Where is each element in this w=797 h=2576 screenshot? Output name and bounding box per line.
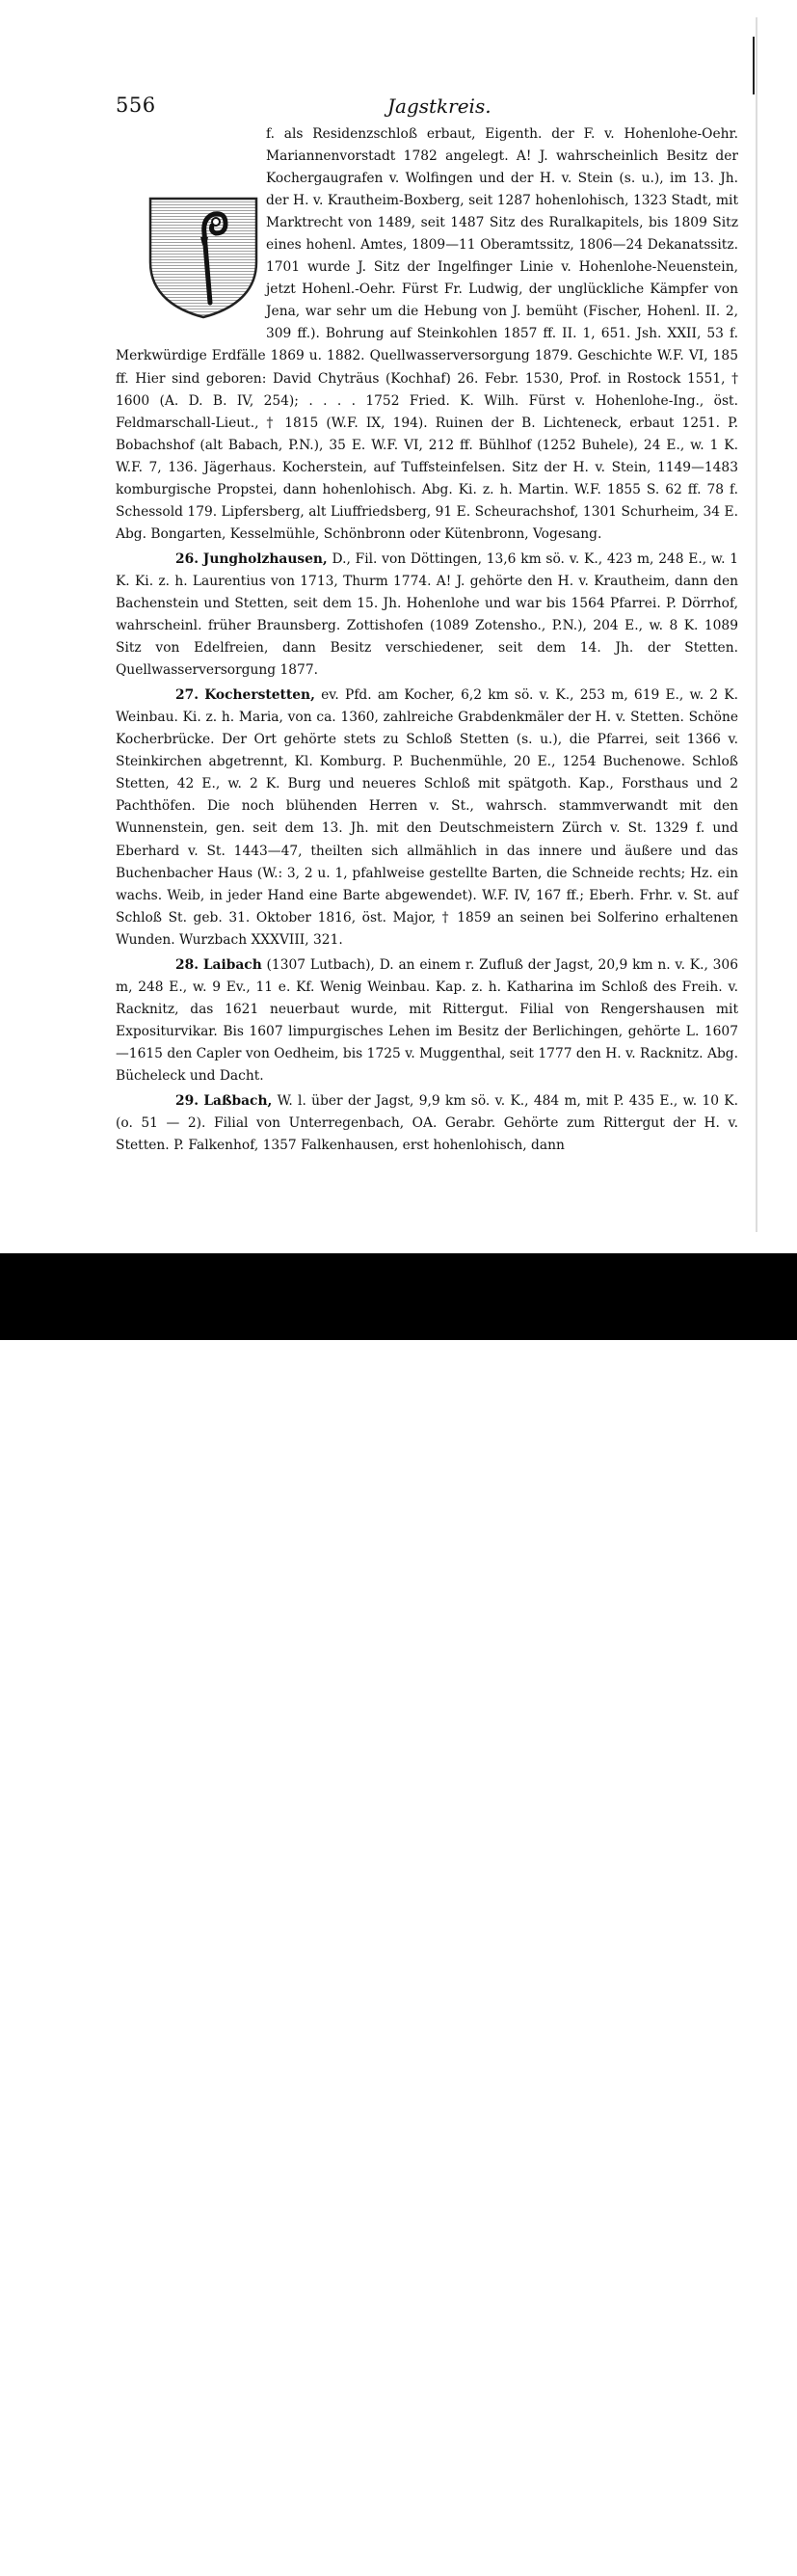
alamy-logo: alamy [19, 2517, 178, 2573]
stock-banner [0, 1253, 797, 2576]
running-head: Jagstkreis. [387, 94, 491, 118]
entry-name: Jungholzhausen, [202, 550, 328, 567]
intro-paragraph [116, 123, 738, 546]
binding-edge [756, 17, 757, 1232]
entry-text: ev. Pfd. am Kocher, 6,2 km sö. v. K., 253 m, 619 E., w. 2 K. Weinbau. Ki. z. h. Maria, von ca. 1360, zahlreiche Grabdenkmäler der H. v. Stetten. Schöne Kocherbrücke. Der Ort gehörte stets zu Schloß Stetten (s. u.), die Pfarrei, seit 1366 v. Steinkirchen abgetrennt, Kl. Komburg. P. Buchenmühle, 20 E., 1254 Buchenowe. Schloß Stetten, 42 E., w. 2 K. Burg und neueres Schloß mit spätgoth. Kap., Forsthaus und 2 Pachthöfen. Die noch blühenden Herren v. St., wahrsch. stammverwandt mit den Wunnenstein, gen. seit dem 13. Jh. mit den Deutschmeistern Zürch v. St. 1329 f. und Eberhard v. St. 1443—47, theilten sich allmählich in das innere und äußere und das Buchenbacher Haus (W.: 3, 2 u. 1, pfahlweise gestellte Barten, die Schneide rechts; Hz. ein wachs. Weib, in jeder Hand eine Barte abgewendet). W.F. IV, 167 ff.; Eberh. Frhr. v. St. auf Schloß St. geb. 31. Oktober 1816, öst. Major, † 1859 an seinen bei Solferino erhaltenen Wunden. Wurzbach XXXVIII, 321. [116, 687, 738, 948]
article-text [116, 123, 738, 1157]
entry-name: Laibach [202, 956, 262, 973]
binding-mark [753, 37, 755, 94]
entry-number: 27. [175, 687, 199, 704]
entry-name: Kocherstetten, [204, 687, 315, 704]
entry-28 [116, 954, 738, 1087]
crest-space [116, 123, 266, 324]
entry-text: D., Fil. von Döttingen, 13,6 km sö. v. K., 423 m, 248 E., w. 1 K. Ki. z. h. Laurentius von 1713, Thurm 1774. A! J. gehörte den H. v. Krautheim, dann den Bachenstein und Stetten, seit dem 15. Jh. Hohenlohe und war bis 1564 Pfarrei. P. Dörrhof, wahrscheinl. früher Braunsberg. Zottishofen (1089 Zotensho., P.N.), 204 E., w. 8 K. 1089 Sitz von Edelfreien, dann Besitz verschiedener, seit dem 14. Jh. der Stetten. Quellwasserversorgung 1877. [116, 550, 739, 679]
entry-text: W. l. über der Jagst, 9,9 km sö. v. K., 484 m, mit P. 435 E., w. 10 K. (o. 51 — 2). Filial von Unterregenbach, OA. Gerabr. Gehörte zum Rittergut der H. v. Stetten. P. Falkenhof, 1357 Falkenhausen, erst hohenlohisch, dann [116, 1093, 738, 1154]
intro-line-2: H. v. Stein (s. u.), im 13. Jh. der H. v. Krautheim-Boxberg, seit 1287 hohenlohisch, 1323 Stadt, mit Marktrecht von 1489, seit 1487 Sitz des Ruralkapitels, bis 1809 Sitz eines hohenl. Amtes, 1809—11 Oberamtssitz, 1806—24 Dekanatssitz. 1701 wurde J. Sitz der Ingelfinger Linie v. Hohenlohe-Neuenstein, jetzt Hohenl.-Oehr. Fürst Fr. Ludwig, der unglückliche Kämpfer von Jena, war sehr um die Hebung von J. bemüht (Fischer, Hohenl. II. 2, 309 ff.). Bohrung auf Steinkohlen 1857 ff. II. 1, 651. Jsh. XXII, 53 f. Merkwürdige Erdfälle 1869 u. 1882. Quellwasserversorgung 1879. Geschichte W.F. VI, 185 ff. Hier sind geboren: David Chyträus (Kochhaf) 26. Febr. 1530, Prof. in Rostock 1551, † 1600 (A. D. B. IV, 254); . . . . 1752 Fried. K. Wilh. Fürst v. Hohenlohe-Ing., öst. Feldmarschall-Lieut., † 1815 (W.F. IX, 194). Ruinen der B. Lichteneck, erbaut 1251. P. Bobachshof (alt Babach, P.N.), 35 E. W.F. VI, 212 ff. Bühlhof (1252 Buhele), 24 E., w. 1 K. W.F. 7, 136. Jägerhaus. Kocherstein, auf Tuffsteinfelsen. Sitz der H. v. Stein, 1149—1483 komburgische Propstei, dann hohenlohisch. Abg. Ki. z. h. Martin. W.F. 1855 S. 62 ff. 78 f. Schessold 179. Lipfersberg, alt Liuffriedsberg, 91 E. Scheurachshof, 1301 Schurheim, 34 E. Abg. Bongarten, Kesselmühle, Schönbronn oder Kütenbronn, Vogesang. [116, 171, 739, 542]
intro-line-1: f. als Residenzschloß erbaut, Eigenth. der F. v. Hohenlohe-Oehr. Mariannenvorstadt 1782 angelegt. A! J. wahrscheinlich Besitz der Kochergaugrafen v. Wolfingen und der [266, 126, 738, 187]
entry-name: Laßbach, [203, 1093, 273, 1110]
scanned-page [0, 0, 797, 1253]
entry-29 [116, 1090, 738, 1157]
image-id: KX40ET [683, 2524, 739, 2541]
entry-number: 29. [175, 1093, 199, 1110]
entry-27 [116, 684, 738, 952]
entry-26 [116, 549, 738, 682]
entry-number: 28. [175, 956, 199, 973]
page-number: 556 [116, 94, 156, 117]
site-url[interactable]: www.alamy.com [603, 2559, 720, 2576]
entry-number: 26. [175, 550, 199, 567]
entry-text: (1307 Lutbach), D. an einem r. Zufluß der Jagst, 20,9 km n. v. K., 306 m, 248 E., w. 9 Ev., 11 e. Kf. Wenig Weinbau. Kap. z. h. Katharina im Schloß des Freih. v. Racknitz, das 1621 neuerbaut wurde, mit Rittergut. Filial von Rengershausen mit Expositurvikar. Bis 1607 limpurgisches Lehen im Besitz der Berlichingen, gehörte L. 1607—1615 den Capler von Oedheim, bis 1725 v. Muggenthal, seit 1777 den H. v. Racknitz. Abg. Bücheleck und Dacht. [116, 956, 738, 1084]
